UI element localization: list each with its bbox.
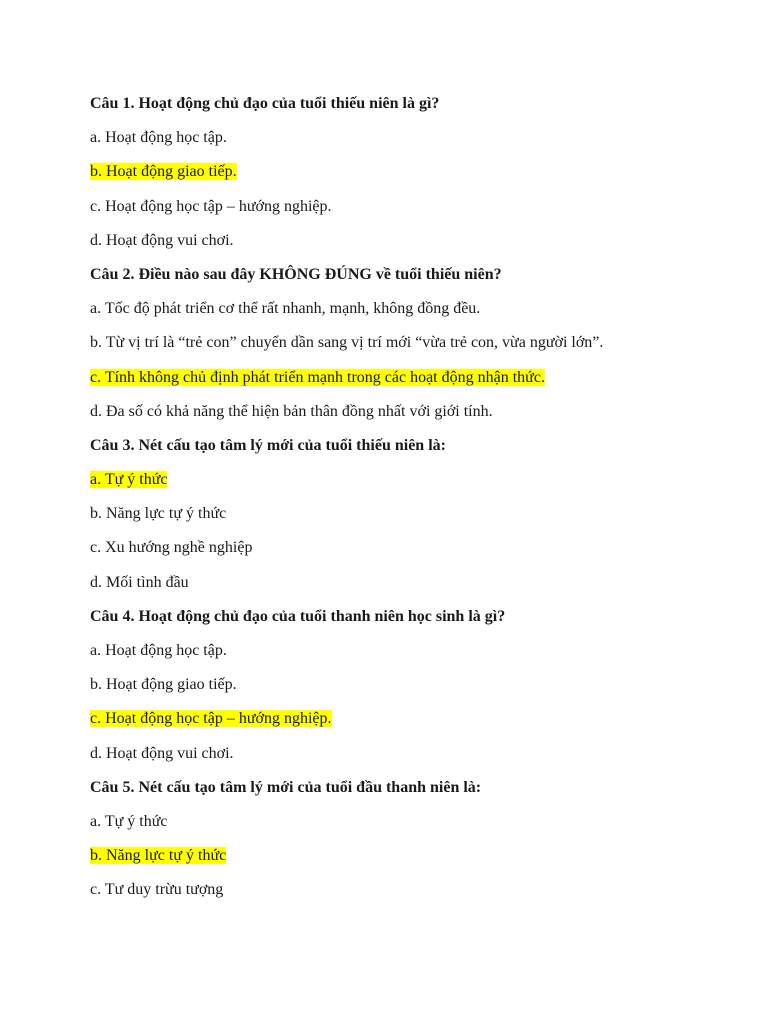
- answer-option: [90, 878, 730, 912]
- option-text: c. Tư duy trừu tượng: [90, 881, 224, 899]
- answer-option: [90, 571, 730, 605]
- option-text: d. Hoạt động vui chơi.: [90, 231, 234, 249]
- answer-option: [90, 673, 730, 707]
- answer-option: [90, 810, 730, 844]
- option-text: a. Tốc độ phát triển cơ thể rất nhanh, mạnh, không đồng đều.: [90, 300, 481, 318]
- question-title: [90, 776, 730, 810]
- answer-option: [90, 297, 730, 331]
- option-text: d. Mối tình đầu: [90, 573, 189, 591]
- answer-option: [90, 400, 730, 434]
- option-text: b. Từ vị trí là “trẻ con” chuyển dần sang vị trí mới “vừa trẻ con, vừa người lớn”.: [90, 334, 604, 352]
- answer-option-highlighted: [90, 707, 730, 741]
- option-text: b. Năng lực tự ý thức: [90, 847, 227, 865]
- answer-option-highlighted: [90, 160, 730, 194]
- option-text: c. Xu hướng nghề nghiệp: [90, 539, 253, 557]
- question-title: [90, 92, 730, 126]
- answer-option: [90, 742, 730, 776]
- option-text: b. Hoạt động giao tiếp.: [90, 163, 237, 181]
- option-text: c. Hoạt động học tập – hướng nghiệp.: [90, 197, 332, 215]
- option-text: a. Tự ý thức: [90, 812, 168, 830]
- option-text: a. Hoạt động học tập.: [90, 642, 227, 659]
- option-text: b. Năng lực tự ý thức: [90, 505, 227, 523]
- option-text: a. Tự ý thức: [90, 471, 168, 489]
- question-text: Câu 3. Nét cấu tạo tâm lý mới của tuổi thiếu niên là:: [90, 436, 446, 454]
- answer-option: [90, 331, 730, 365]
- question-text: Câu 2. Điều nào sau đây KHÔNG ĐÚNG về tuổi thiếu niên?: [90, 265, 502, 283]
- question-text: Câu 1. Hoạt động chủ đạo của tuổi thiếu niên là gì?: [90, 95, 440, 112]
- option-text: a. Hoạt động học tập.: [90, 129, 227, 147]
- option-text: d. Đa số có khả năng thể hiện bản thân đồng nhất với giới tính.: [90, 402, 493, 420]
- answer-option: [90, 229, 730, 263]
- answer-option: [90, 195, 730, 229]
- question-title: [90, 263, 730, 297]
- answer-option-highlighted: [90, 468, 730, 502]
- option-text: c. Tính không chủ định phát triển mạnh trong các hoạt động nhận thức.: [90, 368, 545, 386]
- answer-option-highlighted: [90, 366, 730, 400]
- answer-option: [90, 536, 730, 570]
- answer-option: [90, 126, 730, 160]
- question-title: [90, 605, 730, 639]
- answer-option-highlighted: [90, 844, 730, 878]
- document-content: [90, 92, 730, 913]
- question-text: Câu 5. Nét cấu tạo tâm lý mới của tuổi đầu thanh niên là:: [90, 778, 482, 796]
- answer-option: [90, 639, 730, 673]
- question-title: [90, 434, 730, 468]
- answer-option: [90, 502, 730, 536]
- question-text: Câu 4. Hoạt động chủ đạo của tuổi thanh niên học sinh là gì?: [90, 607, 506, 625]
- option-text: c. Hoạt động học tập – hướng nghiệp.: [90, 710, 332, 728]
- option-text: b. Hoạt động giao tiếp.: [90, 676, 237, 694]
- option-text: d. Hoạt động vui chơi.: [90, 744, 234, 762]
